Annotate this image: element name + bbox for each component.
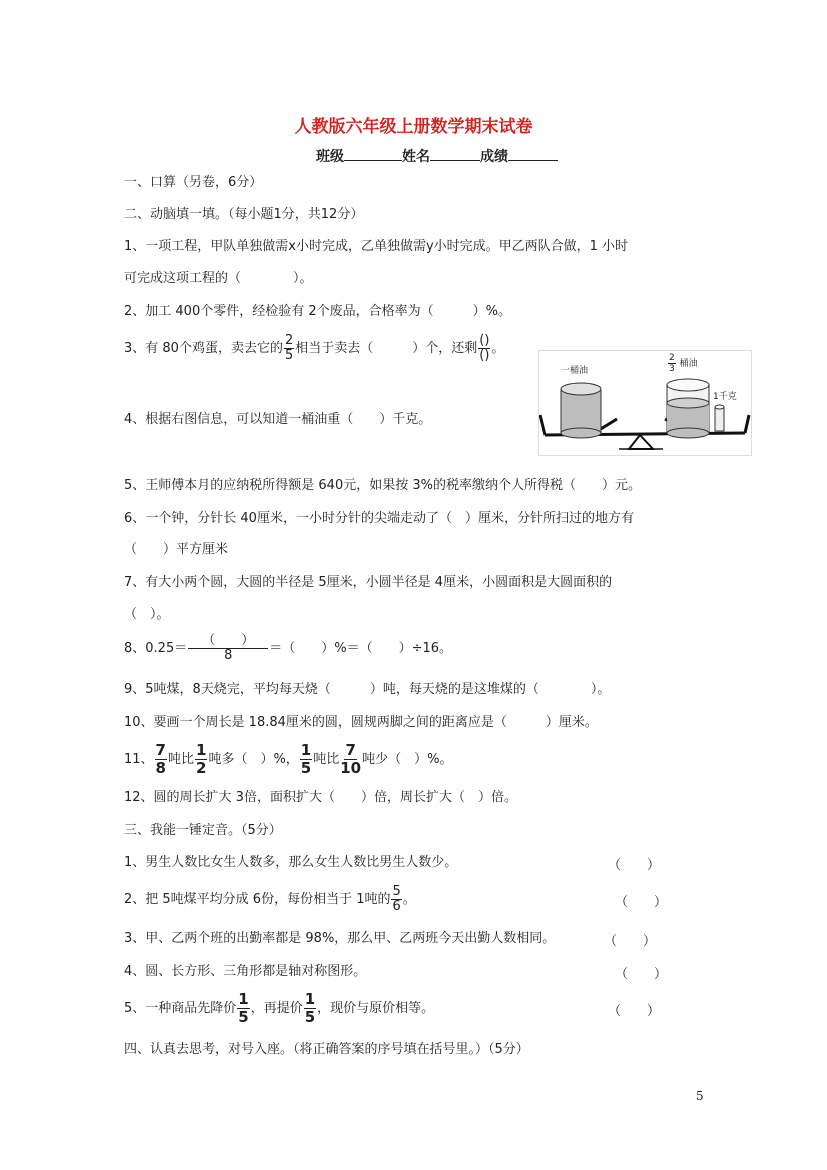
question-1-line-1: 1、一项工程，甲队单独做需x小时完成，乙单独做需y小时完成。甲乙两队合做，1 小时 — [124, 239, 629, 254]
score-label: 成绩 — [480, 149, 508, 165]
fraction: $\frac{2}{5}$ — [284, 333, 294, 363]
fraction: $\frac{1}{2}$ — [196, 741, 207, 777]
fraction: $\frac{1}{5}$ — [304, 990, 316, 1026]
question-1-line-2: 可完成这项工程的（ ）。 — [124, 271, 313, 286]
class-label: 班级 — [316, 149, 344, 165]
question-6-line-1: 6、一个钟，分针长 40厘米，一小时分针的尖端走动了（ ）厘米，分针所扫过的地方有 — [124, 511, 634, 526]
answer-paren[interactable]: （ ） — [604, 934, 657, 949]
weight-label: 1千克 — [713, 392, 737, 402]
answer-paren[interactable]: （ ） — [608, 1004, 661, 1019]
fraction: $\frac{()}{()}$ — [479, 333, 490, 363]
question-2: 2、加工 400个零件，经检验有 2个废品，合格率为（ ）%。 — [124, 304, 511, 319]
page-number: 5 — [696, 1089, 704, 1103]
true-false-4: 4、圆、长方形、三角形都是轴对称图形。 — [124, 964, 367, 979]
section-4-heading: 四、认真去思考，对号入座。（将正确答案的序号填在括号里。）（5分） — [124, 1042, 529, 1057]
question-11: 11、 $\frac{7}{8}$ 吨比 $\frac{1}{2}$ 吨多（ ）%， $\frac{1}{5}$ 吨比 $\frac{7}{10}$ 吨少（ ）%。 — [124, 741, 453, 777]
student-info — [316, 146, 558, 166]
section-2-heading: 二、动脑填一填。（每小题1分，共12分） — [124, 207, 364, 222]
name-blank[interactable] — [430, 146, 480, 161]
answer-paren[interactable]: （ ） — [608, 858, 661, 873]
fraction: $\frac{7}{8}$ — [155, 741, 166, 777]
fraction: $\frac{( )}{8}$ — [188, 634, 268, 663]
answer-paren[interactable]: （ ） — [615, 967, 668, 982]
section-3-heading: 三、我能一锤定音。（5分） — [124, 823, 282, 838]
question-7-line-1: 7、有大小两个圆，大圆的半径是 5厘米，小圆半径是 4厘米，小圆面积是大圆面积的 — [124, 575, 613, 590]
question-3: 3、有 80个鸡蛋，卖去它的 $\frac{2}{5}$ 相当于卖去（ ）个，还剩 $\frac{()}{()}$ 。 — [124, 333, 505, 363]
fraction: $\frac{1}{5}$ — [238, 990, 249, 1026]
fraction: $\frac{5}{6}$ — [392, 884, 401, 914]
true-false-5: 5、一种商品先降价 $\frac{1}{5}$ ，再提价 $\frac{1}{5}$ ，现价与原价相等。 — [124, 990, 435, 1026]
balance-scale-figure — [538, 350, 752, 456]
page-title: 人教版六年级上册数学期末试卷 — [294, 117, 533, 137]
section-1-heading: 一、口算（另卷，6分） — [124, 175, 263, 190]
true-false-2: 2、把 5吨煤平均分成 6份，每份相当于 1吨的 $\frac{5}{6}$ 。 — [124, 884, 416, 914]
fraction: $\frac{7}{10}$ — [340, 741, 362, 777]
left-barrel-label: 一桶油 — [561, 366, 589, 376]
class-blank[interactable] — [344, 146, 402, 161]
question-9: 9、5吨煤，8天烧完，平均每天烧（ ）吨，每天烧的是这堆煤的（ ）。 — [124, 682, 611, 697]
question-7-line-2: （ ）。 — [124, 607, 170, 622]
question-10: 10、要画一个周长是 18.84厘米的圆，圆规两脚之间的距离应是（ ）厘米。 — [124, 715, 598, 730]
name-label: 姓名 — [402, 149, 430, 165]
true-false-3: 3、甲、乙两个班的出勤率都是 98%，那么甲、乙两班今天出勤人数相同。 — [124, 931, 556, 946]
score-blank[interactable] — [508, 146, 558, 161]
question-6-line-2: （ ）平方厘米 — [124, 542, 229, 557]
question-5: 5、王师傅本月的应纳税所得额是 640元，如果按 3%的税率缴纳个人所得税（ ）元。 — [124, 478, 641, 493]
answer-paren[interactable]: （ ） — [615, 895, 668, 910]
right-barrel-label: $\frac{2}{3}$ 桶油 — [669, 353, 698, 374]
true-false-1: 1、男生人数比女生人数多，那么女生人数比男生人数少。 — [124, 855, 458, 870]
fraction: $\frac{1}{5}$ — [300, 741, 312, 777]
question-4: 4、根据右图信息，可以知道一桶油重（ ）千克。 — [124, 412, 432, 427]
question-12: 12、圆的周长扩大 3倍，面积扩大（ ）倍，周长扩大（ ）倍。 — [124, 790, 517, 805]
question-8: 8、0.25＝ $\frac{( )}{8}$ ＝（ ）%＝（ ）÷16。 — [124, 633, 453, 663]
